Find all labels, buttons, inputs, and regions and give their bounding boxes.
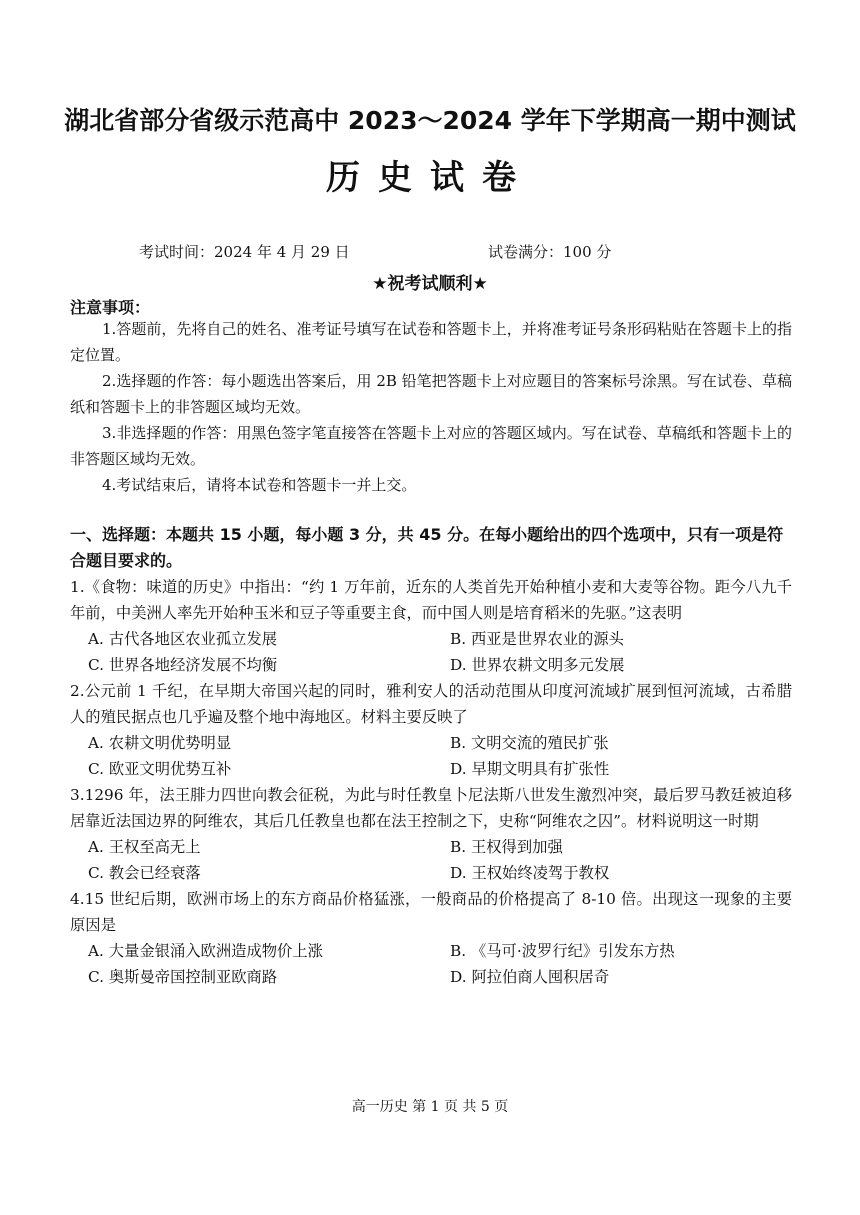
question-options — [70, 938, 792, 990]
option-d: D. 王权始终凌驾于教权 — [450, 864, 610, 882]
exam-time: 考试时间：2024 年 4 月 29 日 — [139, 243, 350, 261]
page-footer: 高一历史 第 1 页 共 5 页 — [351, 1099, 509, 1115]
option-c: C. 奥斯曼帝国控制亚欧商路 — [88, 968, 278, 986]
option-a: A. 古代各地区农业孤立发展 — [88, 630, 278, 648]
full-score: 试卷满分：100 分 — [488, 243, 612, 261]
option-b: B. 西亚是世界农业的源头 — [450, 630, 624, 648]
option-a: A. 王权至高无上 — [88, 838, 201, 856]
question-list — [70, 574, 792, 990]
exam-title: 湖北省部分省级示范高中 2023～2024 学年下学期高一期中测试 — [64, 106, 796, 135]
option-c: C. 教会已经衰落 — [88, 864, 201, 882]
question-stem: 4.15 世纪后期，欧洲市场上的东方商品价格猛涨，一般商品的价格提高了 8-10 倍。出现这一现象的主要原因是 — [70, 890, 792, 934]
question-options — [70, 834, 792, 886]
question-options — [70, 730, 792, 782]
question-stem: 2.公元前 1 千纪，在早期大帝国兴起的同时，雅利安人的活动范围从印度河流域扩展到恒河流域，古希腊人的殖民据点也几乎遍及整个地中海地区。材料主要反映了 — [70, 682, 792, 726]
question-stem: 3.1296 年，法王腓力四世向教会征税，为此与时任教皇卜尼法斯八世发生激烈冲突，最后罗马教廷被迫移居靠近法国边界的阿维农，其后几任教皇也都在法王控制之下，史称“阿维农之囚”。材料说明这一时期 — [70, 786, 792, 830]
option-a: A. 农耕文明优势明显 — [88, 734, 232, 752]
notes-list — [70, 316, 792, 498]
option-d: D. 早期文明具有扩张性 — [450, 760, 610, 778]
section-heading: 一、选择题：本题共 15 小题，每小题 3 分，共 45 分。在每小题给出的四个选项中，只有一项是符合题目要求的。 — [70, 525, 784, 570]
question-2 — [70, 678, 792, 782]
question-4 — [70, 886, 792, 990]
note-item: 4.考试结束后，请将本试卷和答题卡一并上交。 — [102, 476, 417, 494]
note-item: 3.非选择题的作答：用黑色签字笔直接答在答题卡上对应的答题区域内。写在试卷、草稿纸和答题卡上的非答题区域均无效。 — [70, 424, 792, 468]
option-c: C. 世界各地经济发展不均衡 — [88, 656, 278, 674]
question-stem: 1.《食物：味道的历史》中指出：“约 1 万年前，近东的人类首先开始种植小麦和大麦等谷物。距今八九千年前，中美洲人率先开始种玉米和豆子等重要主食，而中国人则是培育稻米的先驱。”这表明 — [70, 578, 792, 622]
option-b: B. 文明交流的殖民扩张 — [450, 734, 609, 752]
note-item: 2.选择题的作答：每小题选出答案后，用 2B 铅笔把答题卡上对应题目的答案标号涂黑。写在试卷、草稿纸和答题卡上的非答题区域均无效。 — [70, 372, 792, 416]
question-options — [70, 626, 792, 678]
option-b: B. 王权得到加强 — [450, 838, 563, 856]
blessing-line: ★祝考试顺利★ — [372, 274, 488, 294]
question-1 — [70, 574, 792, 678]
subject-title: 历史试卷 — [326, 158, 534, 198]
notes-heading: 注意事项： — [70, 298, 151, 317]
note-item: 1.答题前，先将自己的姓名、准考证号填写在试卷和答题卡上，并将准考证号条形码粘贴在答题卡上的指定位置。 — [70, 320, 792, 364]
option-c: C. 欧亚文明优势互补 — [88, 760, 232, 778]
question-3 — [70, 782, 792, 886]
option-b: B. 《马可·波罗行纪》引发东方热 — [450, 942, 675, 960]
option-d: D. 世界农耕文明多元发展 — [450, 656, 625, 674]
option-a: A. 大量金银涌入欧洲造成物价上涨 — [88, 942, 323, 960]
option-d: D. 阿拉伯商人囤积居奇 — [450, 968, 610, 986]
